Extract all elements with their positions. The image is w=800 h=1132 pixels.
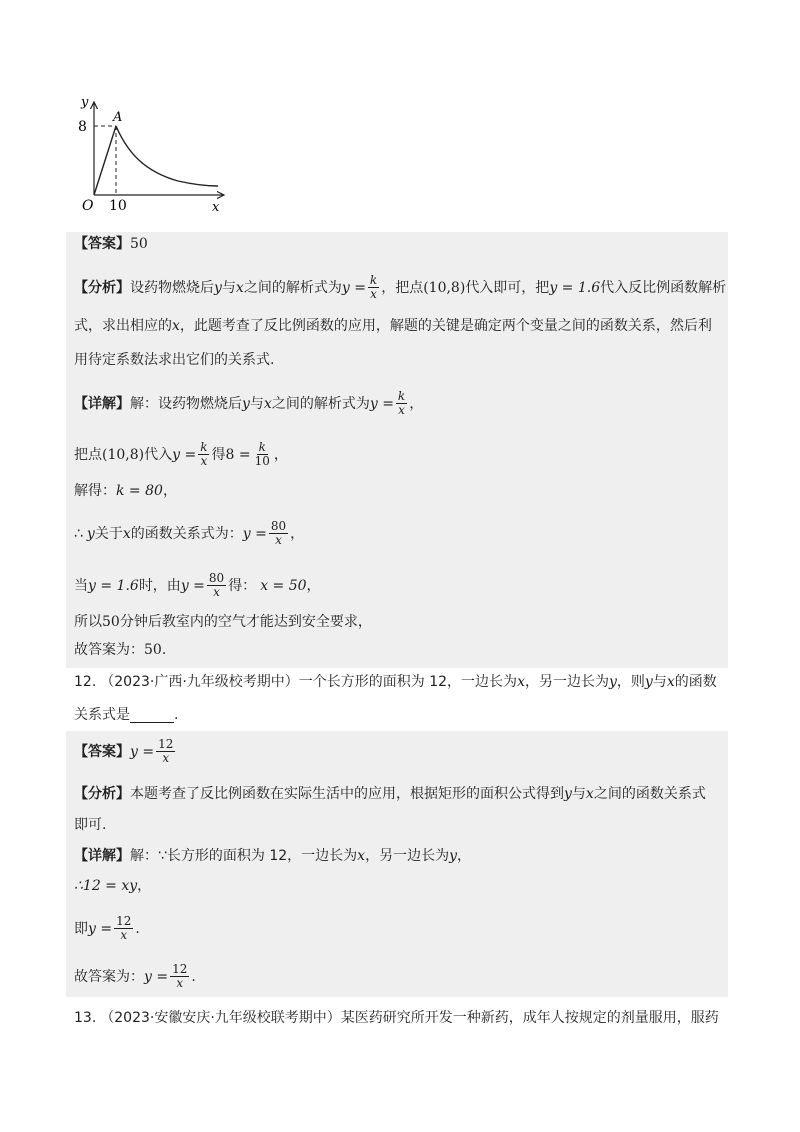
text: 的函数关系式为： [130,525,243,542]
q12-detail-line-2 [74,876,151,896]
var-x: x [517,674,525,690]
fraction-12-over-x: $\frac{12}{x}$ [116,914,132,942]
q12-answer [74,738,177,765]
text: ， [306,577,321,594]
var-x: x [172,318,180,334]
q12-analysis-line-1 [74,784,706,804]
equation: k = 80 [116,483,163,499]
text: 即可. [74,817,107,833]
var-x: x [235,279,244,296]
q11-detail-line-5 [74,572,321,599]
text: 故答案为： [74,968,144,985]
q12-detail-line-4 [74,963,196,990]
text: 代入 [144,446,173,463]
var-y: y [86,525,95,542]
text: 代入反比例函数解析 [600,279,727,296]
peak-y-tick: 8 [78,119,87,135]
q11-detail-line-3 [74,481,177,501]
answer-tag: 【答案】 [74,236,130,252]
text: 所以 [74,614,102,630]
fraction-80-over-x: $\frac{80}{x}$ [208,571,225,599]
text: 某医药研究所开发一种新药，成年人按规定的剂量服用，服药 [340,1010,719,1026]
text: 解：∵长方形的面积为 12，一边长为 [130,848,358,864]
var-y: y [564,786,572,802]
var-y: y [242,395,250,412]
text: 之间的解析式为 [271,395,370,412]
q11-detail-line-4 [74,520,304,547]
text: 代入即可，把 [465,279,550,296]
equation: y = [242,525,267,542]
text: ，另一边长为 [524,674,609,690]
q12-detail-line-3 [74,915,140,942]
var-x: x [263,395,272,412]
text: 本题考查了反比例函数在实际生活中的应用，根据矩形的面积公式得到 [130,786,564,802]
text: ， [137,878,152,894]
text: . [191,968,196,985]
text: 一个长方形的面积为 12，一边长为 [298,674,518,690]
text: 之间的函数关系式 [593,786,706,802]
fraction-k-over-x: $\frac{k}{x}$ [369,273,378,301]
fraction-80-over-x: $\frac{80}{x}$ [270,519,287,547]
answer-tag: 【答案】 [74,743,130,760]
var-x: x [122,525,131,542]
q11-analysis-line-1 [74,274,726,301]
text: ， [457,848,471,864]
equation: ∴12 = xy [74,878,138,894]
text: ， [273,446,288,463]
fraction-12-over-x: $\frac{12}{x}$ [158,737,174,765]
detail-tag: 【详解】 [74,848,130,864]
hyperbola-curve [116,126,218,186]
point: (10,8) [102,446,145,463]
q12-detail-line-1 [74,846,471,866]
q11-detail-line-6 [74,612,372,632]
equation: y = [88,920,113,937]
text: . [174,707,179,723]
answer-blank [130,708,174,723]
rising-segment [94,126,116,195]
equation: y = [180,577,205,594]
text: 得： [228,577,257,594]
equation: y = [369,395,394,412]
y-axis-label: y [81,95,89,110]
text: 得 [211,446,226,463]
var-x: x [357,848,366,864]
var-y: y [449,848,457,864]
therefore-symbol: ∴ [74,525,83,542]
question-number: 13. [74,1010,97,1026]
text: 时，由 [138,577,181,594]
text: . [161,642,167,658]
fraction-k-over-10: $\frac{k}{10}$ [254,440,270,468]
text: . [135,920,140,937]
text: ，把点 [381,279,424,296]
x-axis-label: x [212,200,220,215]
text: 当 [74,577,88,594]
q11-answer [74,234,148,254]
origin-label: O [82,198,94,214]
text: 即 [74,920,88,937]
text: ， [409,395,424,412]
var-x: x [666,674,675,690]
q13-stem-line-1 [74,1008,719,1028]
q12-stem-line-2 [74,705,178,725]
peak-label: A [113,110,123,125]
detail-tag: 【详解】 [74,395,130,412]
text: 与 [221,279,236,296]
equation: y = [144,968,169,985]
text: 解得： [74,483,116,499]
value: 50 [144,642,162,658]
equation: y = [130,743,155,760]
text: ， [290,525,305,542]
question-number: 12. [74,674,97,690]
value: 50 [102,614,120,630]
equation: y = [172,446,197,463]
answer-value: 50 [130,236,148,252]
question-source: （2023·安徽安庆·九年级校联考期中） [100,1010,341,1026]
fraction-12-over-x: $\frac{12}{x}$ [172,962,188,990]
text: 用待定系数法求出它们的关系式. [74,352,275,368]
fraction-k-over-x: $\frac{k}{x}$ [397,389,406,417]
q12-stem-line-1 [74,672,717,692]
q11-analysis-line-3 [74,350,274,370]
var-x: x [585,786,594,802]
q11-detail-line-7 [74,640,166,660]
text: 式，求出相应的 [74,318,172,334]
text: ，则 [616,674,645,690]
q12-analysis-line-2 [74,815,106,835]
equation: y = 1.6 [88,577,139,594]
text: 的函数 [674,674,717,690]
text: 关系式是 [74,707,130,723]
text: 关于 [94,525,123,542]
equation: x = 50 [260,577,307,594]
var-y: y [214,279,222,296]
analysis-tag: 【分析】 [74,786,130,802]
text: 分钟后教室内的空气才能达到安全要求， [119,614,372,630]
text: ，此题考查了反比例函数的应用，解题的关键是确定两个变量之间的函数关系，然后利 [179,318,712,334]
q11-analysis-line-2 [74,316,712,336]
text: ， [162,483,177,499]
q11-detail-line-2 [74,441,288,468]
fraction-k-over-x: $\frac{k}{x}$ [200,440,208,468]
question-source: （2023·广西·九年级校考期中） [100,674,299,690]
analysis-tag: 【分析】 [74,279,130,296]
text: 与 [249,395,264,412]
equation: y = 1.6 [549,279,601,296]
var-y: y [608,674,617,690]
text: ，另一边长为 [365,848,450,864]
text: 与 [652,674,667,690]
text: 把点 [74,446,102,463]
peak-x-tick: 10 [109,198,127,214]
text: 之间的解析式为 [243,279,342,296]
text: 设药物燃烧后 [130,279,214,296]
q11-detail-line-1 [74,390,423,417]
text: 故答案为： [74,642,144,658]
equation: y = [341,279,366,296]
var-y: y [644,674,653,690]
equation: 8 = [225,446,251,463]
text: 解：设药物燃烧后 [130,395,242,412]
point: (10,8) [423,279,466,296]
text: 与 [571,786,586,802]
function-graph [66,94,236,216]
